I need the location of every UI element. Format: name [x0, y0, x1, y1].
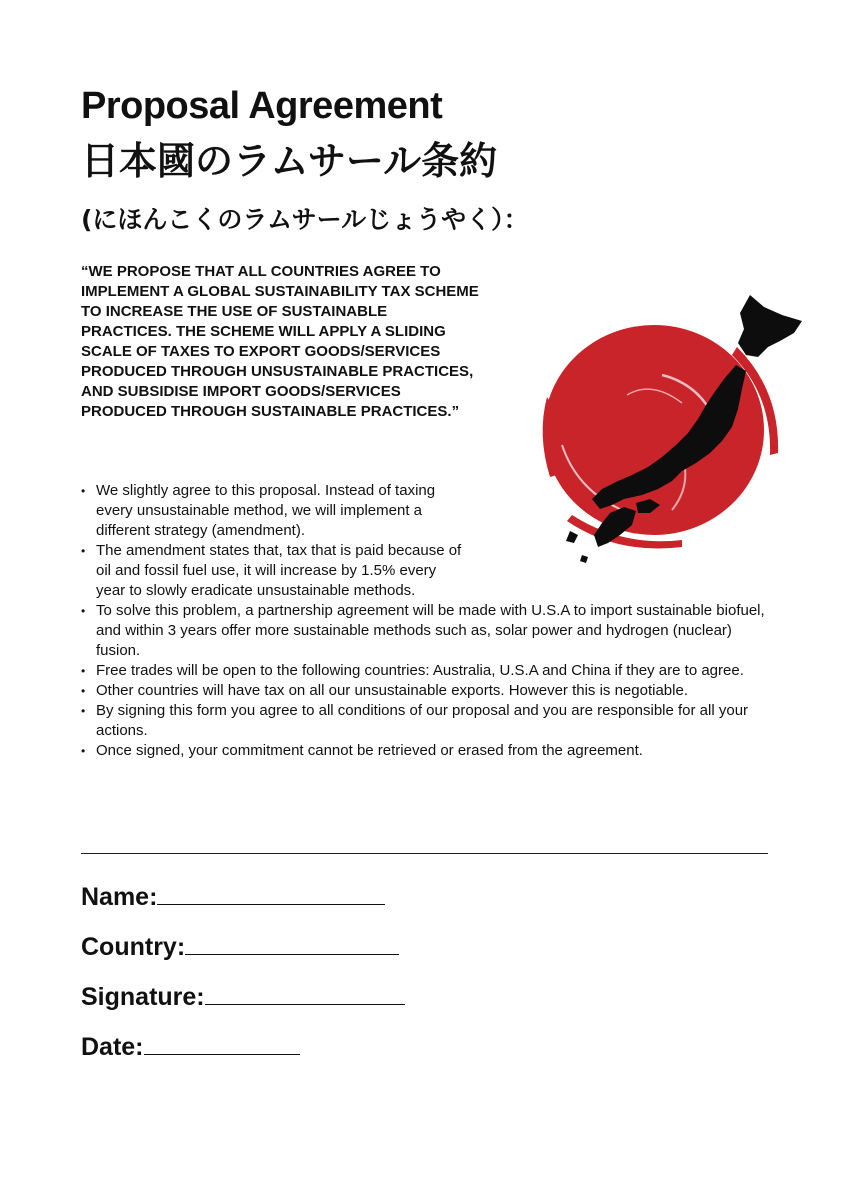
list-item-text: Free trades will be open to the following countries: Australia, U.S.A and China if they are to agree. — [96, 662, 744, 679]
date-field[interactable] — [81, 1030, 300, 1063]
list-item-text: The amendment states that, tax that is paid because of oil and fossil fuel use, it will increase by 1.5% every year to slowly eradicate unsustainable methods. — [96, 542, 462, 599]
list-item — [81, 481, 771, 541]
bullet-icon: • — [81, 484, 86, 498]
bullet-icon: • — [81, 664, 86, 678]
bullet-icon: • — [81, 684, 86, 698]
country-field[interactable] — [81, 930, 399, 963]
list-item-text: We slightly agree to this proposal. Instead of taxing every unsustainable method, we will implement a different strategy (amendment). — [96, 482, 436, 539]
section-divider — [81, 853, 768, 854]
list-item — [81, 541, 771, 601]
list-item — [81, 741, 771, 761]
signature-input-line[interactable] — [205, 980, 405, 1005]
bullet-icon: • — [81, 704, 86, 718]
date-input-line[interactable] — [144, 1030, 300, 1055]
country-label: Country: — [81, 933, 186, 961]
list-item-text: Once signed, your commitment cannot be retrieved or erased from the agreement. — [96, 742, 643, 759]
name-label: Name: — [81, 883, 158, 911]
country-input-line[interactable] — [185, 930, 399, 955]
list-item — [81, 601, 771, 661]
proposal-conditions-list — [81, 481, 771, 761]
list-item-text: Other countries will have tax on all our unsustainable exports. However this is negotiable. — [96, 682, 688, 699]
proposal-quote: “WE PROPOSE THAT ALL COUNTRIES AGREE TO IMPLEMENT A GLOBAL SUSTAINABILITY TAX SCHEME TO INCREASE THE USE OF SUSTAINABLE PRACTICES. THE SCHEME WILL APPLY A SLIDING SCALE OF TAXES TO EXPORT GOODS/SERVICES PRODUCED THROUGH UNSUSTAINABLE PRACTICES, AND SUBSIDISE IMPORT GOODS/SERVICES PRODUCED THROUGH SUSTAINABLE PRACTICES.” — [81, 263, 479, 420]
bullet-icon: • — [81, 744, 86, 758]
list-item-text: To solve this problem, a partnership agreement will be made with U.S.A to import sustainable biofuel, and within 3 years offer more sustainable methods such as, solar power and hydrogen (nuclear) fusion. — [96, 602, 765, 659]
bullet-icon: • — [81, 544, 86, 558]
page-title: Proposal Agreement — [81, 85, 443, 127]
name-input-line[interactable] — [157, 880, 385, 905]
list-item — [81, 661, 771, 681]
signature-label: Signature: — [81, 983, 205, 1011]
list-item — [81, 681, 771, 701]
signature-field[interactable] — [81, 980, 405, 1013]
list-item — [81, 701, 771, 741]
bullet-icon: • — [81, 604, 86, 618]
japanese-title: 日本國のラムサール条約 — [81, 139, 498, 183]
list-item-text: By signing this form you agree to all conditions of our proposal and you are responsible for all your actions. — [96, 702, 749, 739]
date-label: Date: — [81, 1033, 144, 1061]
name-field[interactable] — [81, 880, 385, 913]
japanese-title-reading: (にほんこくのラムサールじょうやく）： — [81, 205, 529, 234]
